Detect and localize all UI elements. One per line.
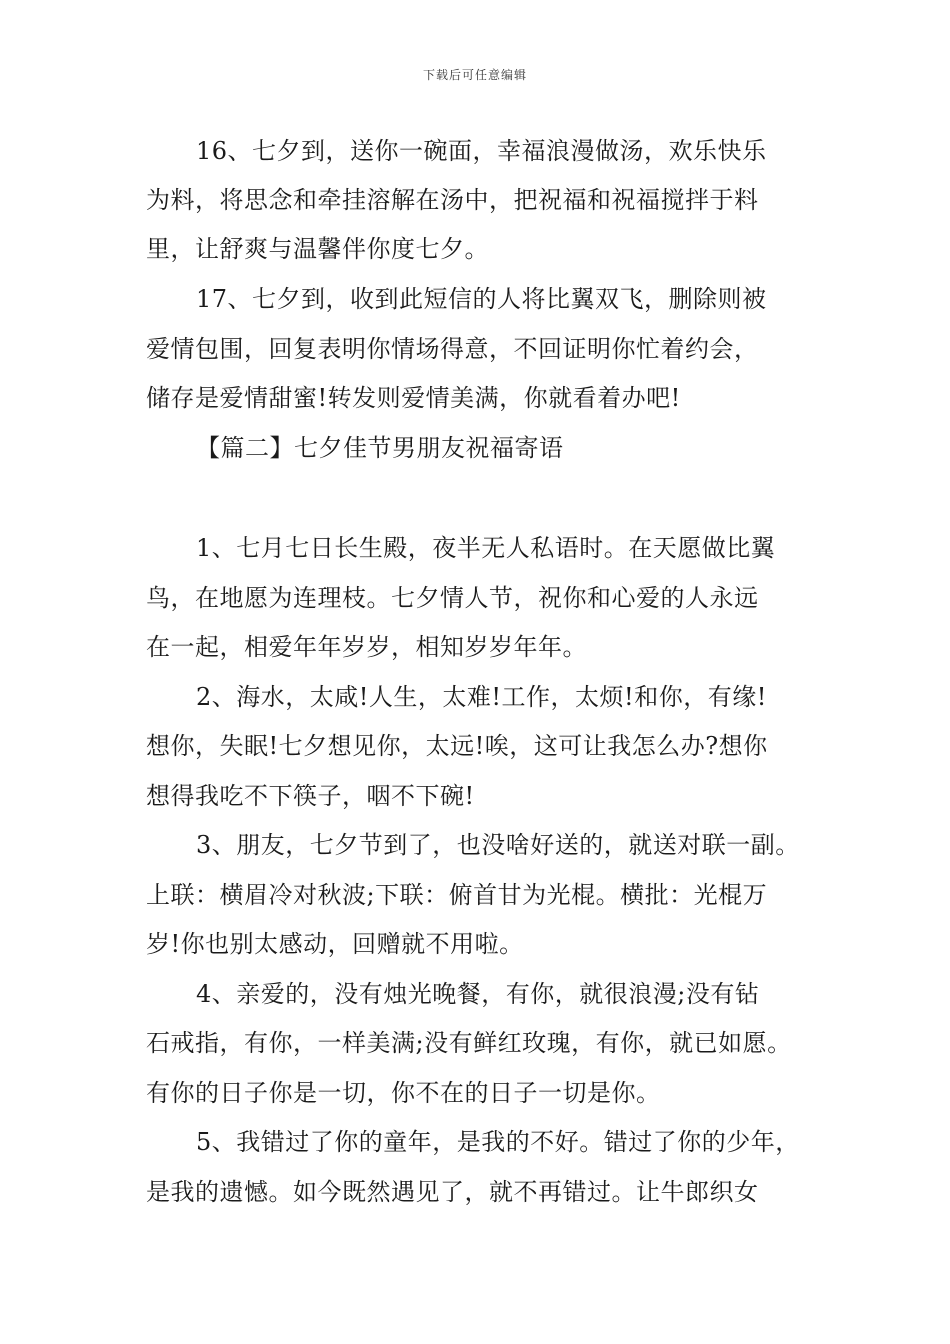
paragraph-line: 1、七月七日长生殿，夜半无人私语时。在天愿做比翼 xyxy=(196,534,776,562)
paragraph-line: 为料，将思念和牵挂溶解在汤中，把祝福和祝福搅拌于料 xyxy=(146,186,759,214)
paragraph-line: 爱情包围，回复表明你情场得意，不回证明你忙着约会， xyxy=(146,335,759,363)
paragraph-line: 16、七夕到，送你一碗面，幸福浪漫做汤，欢乐快乐 xyxy=(196,137,767,165)
paragraph-line: 2、海水，太咸!人生，太难!工作，太烦!和你，有缘! xyxy=(196,683,767,711)
paragraph-line: 想得我吃不下筷子，咽不下碗! xyxy=(146,782,475,810)
paragraph-line: 岁!你也别太感动，回赠就不用啦。 xyxy=(146,930,524,958)
paragraph-line: 是我的遗憾。如今既然遇见了，就不再错过。让牛郎织女 xyxy=(146,1178,759,1206)
paragraph-line: 石戒指，有你，一样美满;没有鲜红玫瑰，有你，就已如愿。 xyxy=(146,1029,792,1057)
paragraph-line: 里，让舒爽与温馨伴你度七夕。 xyxy=(146,235,489,263)
header-note: 下载后可任意编辑 xyxy=(422,68,527,82)
paragraph-line: 17、七夕到，收到此短信的人将比翼双飞，删除则被 xyxy=(196,285,767,313)
paragraph-line: 在一起，相爱年年岁岁，相知岁岁年年。 xyxy=(146,633,587,661)
section-heading: 【篇二】七夕佳节男朋友祝福寄语 xyxy=(196,434,564,462)
paragraph-line: 鸟，在地愿为连理枝。七夕情人节，祝你和心爱的人永远 xyxy=(146,584,759,612)
paragraph-line: 3、朋友，七夕节到了，也没啥好送的，就送对联一副。 xyxy=(196,831,800,859)
paragraph-line: 上联：横眉冷对秋波;下联：俯首甘为光棍。横批：光棍万 xyxy=(146,881,768,909)
paragraph-line: 储存是爱情甜蜜!转发则爱情美满，你就看着办吧! xyxy=(146,384,681,412)
paragraph-line: 5、我错过了你的童年，是我的不好。错过了你的少年， xyxy=(196,1128,800,1156)
paragraph-line: 有你的日子你是一切，你不在的日子一切是你。 xyxy=(146,1079,661,1107)
paragraph-line: 想你，失眠!七夕想见你，太远!唉，这可让我怎么办?想你 xyxy=(146,732,768,760)
paragraph-line: 4、亲爱的，没有烛光晚餐，有你，就很浪漫;没有钻 xyxy=(196,980,760,1008)
